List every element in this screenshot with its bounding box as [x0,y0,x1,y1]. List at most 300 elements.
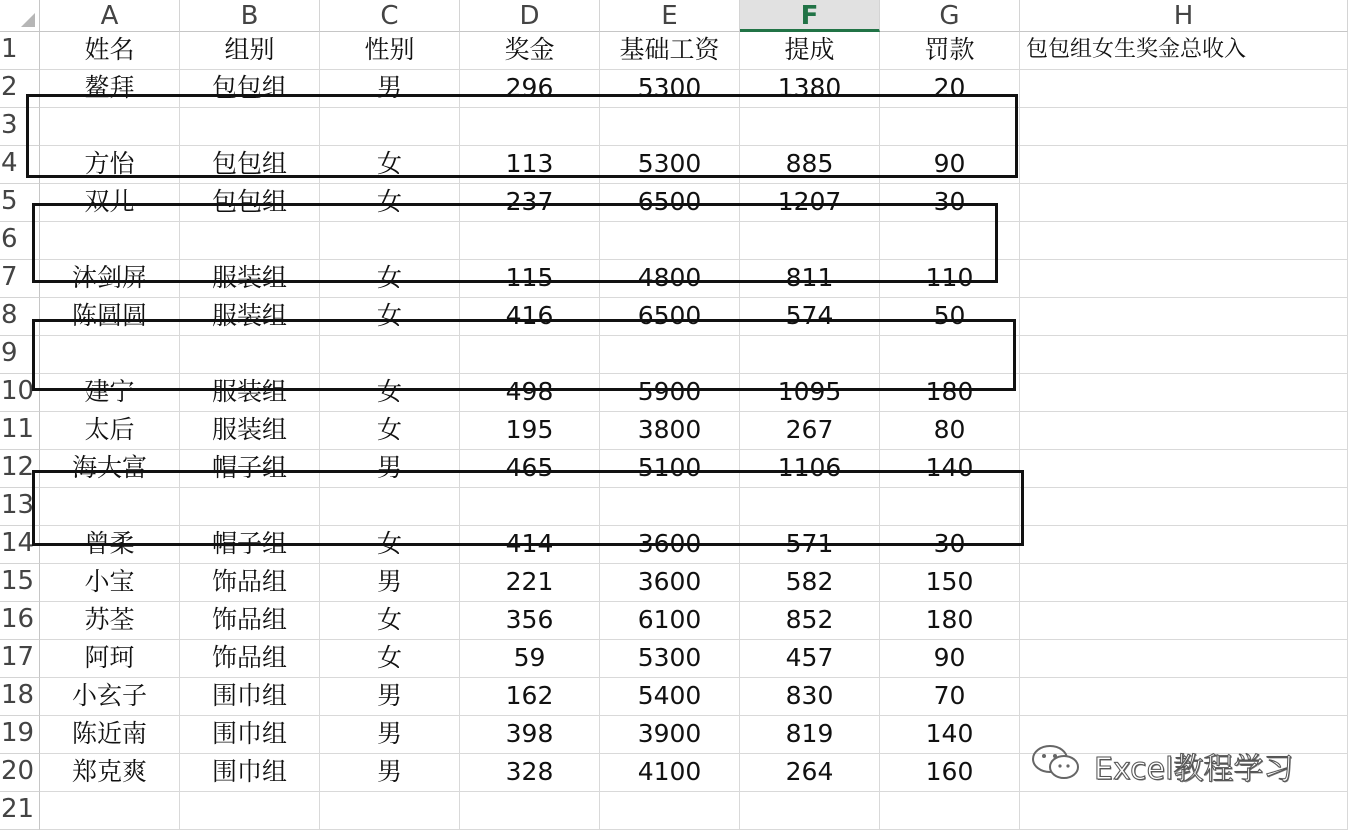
cell-f10[interactable] [740,374,880,412]
cell-e6[interactable] [600,222,740,260]
column-header-c[interactable]: C [320,0,460,32]
cell-value: 90 [933,149,966,178]
cell-value: 男 [376,453,402,482]
cell-value: 3800 [637,415,702,444]
cell-c11[interactable] [320,412,460,450]
cell-f11[interactable] [740,412,880,450]
cell-value: 498 [505,377,554,406]
cell-a12[interactable] [40,450,180,488]
cell-value: 180 [925,377,974,406]
cell-f21[interactable] [740,792,880,830]
cell-b12[interactable] [180,450,320,488]
cell-value: 男 [376,719,402,748]
cell-g3[interactable] [880,108,1020,146]
cell-c15[interactable] [320,564,460,602]
cell-g13[interactable] [880,488,1020,526]
cell-value: 180 [925,605,974,634]
cell-value: 5100 [637,453,702,482]
cell-f18[interactable] [740,678,880,716]
cell-d13[interactable] [460,488,600,526]
cell-value: 建宁 [84,377,135,406]
cell-value: 59 [513,643,546,672]
cell-c17[interactable] [320,640,460,678]
cell-g2[interactable] [880,70,1020,108]
cell-c20[interactable] [320,754,460,792]
cell-d15[interactable] [460,564,600,602]
cell-value: 饰品组 [211,605,287,634]
select-all-corner[interactable] [0,0,40,32]
cell-c6[interactable] [320,222,460,260]
cell-value: 50 [933,301,966,330]
cell-c10[interactable] [320,374,460,412]
cell-h5[interactable] [1020,184,1348,222]
cell-value: 237 [505,187,554,216]
column-header-f[interactable]: F [740,0,880,32]
cell-value: 30 [933,187,966,216]
column-header-d[interactable]: D [460,0,600,32]
cell-g9[interactable] [880,336,1020,374]
cell-value: 男 [376,757,402,786]
cell-d4[interactable] [460,146,600,184]
cell-d12[interactable] [460,450,600,488]
cell-value: 110 [925,263,974,292]
cell-value: 140 [925,719,974,748]
row-header-11[interactable]: 11 [0,412,40,450]
cell-value: 3600 [637,529,702,558]
cell-h17[interactable] [1020,640,1348,678]
cell-c19[interactable] [320,716,460,754]
cell-a5[interactable] [40,184,180,222]
cell-value: 组别 [224,35,275,64]
cell-a18[interactable] [40,678,180,716]
cell-value: 服装组 [211,301,287,330]
cell-value: 414 [505,529,554,558]
cell-value: 女 [376,377,402,406]
row-header-1[interactable]: 1 [0,32,40,70]
cell-h9[interactable] [1020,336,1348,374]
row-header-4[interactable]: 4 [0,146,40,184]
cell-f17[interactable] [740,640,880,678]
cell-f15[interactable] [740,564,880,602]
cell-f3[interactable] [740,108,880,146]
cell-g18[interactable] [880,678,1020,716]
cell-value: 男 [376,681,402,710]
cell-e2[interactable] [600,70,740,108]
cell-e17[interactable] [600,640,740,678]
row-header-6[interactable]: 6 [0,222,40,260]
cell-value: 女 [376,263,402,292]
cell-b11[interactable] [180,412,320,450]
cell-value: 围巾组 [211,757,287,786]
cell-a15[interactable] [40,564,180,602]
cell-value: 小宝 [84,567,135,596]
cell-b14[interactable] [180,526,320,564]
cell-h21[interactable] [1020,792,1348,830]
cell-b20[interactable] [180,754,320,792]
cell-value: 双儿 [84,187,135,216]
cell-value: 包包组 [211,149,287,178]
cell-f7[interactable] [740,260,880,298]
cell-c7[interactable] [320,260,460,298]
cell-value: 465 [505,453,554,482]
cell-value: 姓名 [84,35,135,64]
cell-c5[interactable] [320,184,460,222]
cell-value: 5900 [637,377,702,406]
cell-h8[interactable] [1020,298,1348,336]
cell-c9[interactable] [320,336,460,374]
cell-h4[interactable] [1020,146,1348,184]
cell-b21[interactable] [180,792,320,830]
cell-h14[interactable] [1020,526,1348,564]
cell-f2[interactable] [740,70,880,108]
row-header-2[interactable]: 2 [0,70,40,108]
cell-value: 30 [933,529,966,558]
cell-value: 140 [925,453,974,482]
watermark [1030,744,1293,788]
cell-h6[interactable] [1020,222,1348,260]
cell-d19[interactable] [460,716,600,754]
cell-value: 264 [785,757,834,786]
cell-value: 852 [785,605,834,634]
cell-value: 3900 [637,719,702,748]
cell-g7[interactable] [880,260,1020,298]
cell-f16[interactable] [740,602,880,640]
cell-a2[interactable] [40,70,180,108]
cell-d16[interactable] [460,602,600,640]
cell-g15[interactable] [880,564,1020,602]
cell-value: 80 [933,415,966,444]
cell-value: 6500 [637,187,702,216]
cell-value: 6500 [637,301,702,330]
cell-value: 819 [785,719,834,748]
cell-f14[interactable] [740,526,880,564]
cell-f19[interactable] [740,716,880,754]
column-header-g[interactable]: G [880,0,1020,32]
column-header-a[interactable]: A [40,0,180,32]
cell-d3[interactable] [460,108,600,146]
cell-value: 女 [376,605,402,634]
cell-value: 150 [925,567,974,596]
cell-e21[interactable] [600,792,740,830]
cell-value: 男 [376,73,402,102]
row-header-14[interactable]: 14 [0,526,40,564]
row-header-12[interactable]: 12 [0,450,40,488]
cell-b16[interactable] [180,602,320,640]
cell-f20[interactable] [740,754,880,792]
cell-f1[interactable] [740,32,880,70]
row-header-5[interactable]: 5 [0,184,40,222]
cell-b4[interactable] [180,146,320,184]
cell-a7[interactable] [40,260,180,298]
cell-value: 陈近南 [71,719,147,748]
cell-d8[interactable] [460,298,600,336]
cell-g19[interactable] [880,716,1020,754]
cell-b2[interactable] [180,70,320,108]
cell-c16[interactable] [320,602,460,640]
cell-g6[interactable] [880,222,1020,260]
cell-c13[interactable] [320,488,460,526]
cell-e11[interactable] [600,412,740,450]
cell-value: 398 [505,719,554,748]
row-header-15[interactable]: 15 [0,564,40,602]
cell-h7[interactable] [1020,260,1348,298]
cell-d2[interactable] [460,70,600,108]
cell-e9[interactable] [600,336,740,374]
cell-g16[interactable] [880,602,1020,640]
cell-f8[interactable] [740,298,880,336]
cell-e13[interactable] [600,488,740,526]
cell-value: 围巾组 [211,681,287,710]
cell-value: 115 [505,263,554,292]
cell-b9[interactable] [180,336,320,374]
cell-value: 性别 [364,35,415,64]
cell-a13[interactable] [40,488,180,526]
cell-value: 包包组女生奖金总收入 [1026,37,1247,62]
cell-g5[interactable] [880,184,1020,222]
cell-e16[interactable] [600,602,740,640]
wechat-icon [1030,742,1084,790]
cell-value: 女 [376,149,402,178]
cell-value: 郑克爽 [71,757,147,786]
cell-d14[interactable] [460,526,600,564]
cell-d5[interactable] [460,184,600,222]
cell-g4[interactable] [880,146,1020,184]
column-header-b[interactable]: B [180,0,320,32]
cell-d7[interactable] [460,260,600,298]
cell-value: 沐剑屏 [71,263,147,292]
cell-d9[interactable] [460,336,600,374]
cell-h3[interactable] [1020,108,1348,146]
cell-g1[interactable] [880,32,1020,70]
row-header-16[interactable]: 16 [0,602,40,640]
column-header-h[interactable]: H [1020,0,1348,32]
cell-h12[interactable] [1020,450,1348,488]
cell-f12[interactable] [740,450,880,488]
cell-h11[interactable] [1020,412,1348,450]
cell-a11[interactable] [40,412,180,450]
row-header-8[interactable]: 8 [0,298,40,336]
cell-h1[interactable] [1020,32,1348,70]
cell-e7[interactable] [600,260,740,298]
cell-a8[interactable] [40,298,180,336]
cell-b7[interactable] [180,260,320,298]
cell-e3[interactable] [600,108,740,146]
cell-value: 太后 [84,415,135,444]
cell-a21[interactable] [40,792,180,830]
cell-value: 416 [505,301,554,330]
cell-value: 罚款 [924,35,975,64]
cell-c12[interactable] [320,450,460,488]
cell-h10[interactable] [1020,374,1348,412]
cell-a14[interactable] [40,526,180,564]
cell-g17[interactable] [880,640,1020,678]
cell-value: 4800 [637,263,702,292]
cell-b3[interactable] [180,108,320,146]
cell-value: 女 [376,301,402,330]
cell-value: 20 [933,73,966,102]
cell-a1[interactable] [40,32,180,70]
cell-value: 5300 [637,149,702,178]
cell-a16[interactable] [40,602,180,640]
cell-value: 296 [505,73,554,102]
cell-value: 女 [376,529,402,558]
cell-h16[interactable] [1020,602,1348,640]
row-header-7[interactable]: 7 [0,260,40,298]
cell-d20[interactable] [460,754,600,792]
cell-c18[interactable] [320,678,460,716]
cell-h18[interactable] [1020,678,1348,716]
row-header-20[interactable]: 20 [0,754,40,792]
cell-e19[interactable] [600,716,740,754]
cell-f5[interactable] [740,184,880,222]
cell-value: 5400 [637,681,702,710]
cell-value: 811 [785,263,834,292]
cell-value: 服装组 [211,377,287,406]
cell-value: 服装组 [211,415,287,444]
cell-e4[interactable] [600,146,740,184]
cell-b1[interactable] [180,32,320,70]
cell-e14[interactable] [600,526,740,564]
cell-value: 包包组 [211,187,287,216]
cell-value: 582 [785,567,834,596]
cell-b5[interactable] [180,184,320,222]
cell-value: 5300 [637,643,702,672]
cell-value: 女 [376,643,402,672]
cell-value: 1207 [777,187,842,216]
row-header-17[interactable]: 17 [0,640,40,678]
cell-value: 885 [785,149,834,178]
cell-b10[interactable] [180,374,320,412]
row-header-10[interactable]: 10 [0,374,40,412]
cell-g11[interactable] [880,412,1020,450]
cell-value: 饰品组 [211,643,287,672]
cell-g12[interactable] [880,450,1020,488]
cell-value: 195 [505,415,554,444]
cell-value: 1106 [777,453,842,482]
cell-b6[interactable] [180,222,320,260]
cell-e15[interactable] [600,564,740,602]
cell-g8[interactable] [880,298,1020,336]
cell-a6[interactable] [40,222,180,260]
cell-value: 阿珂 [84,643,135,672]
cell-g10[interactable] [880,374,1020,412]
cell-h2[interactable] [1020,70,1348,108]
cell-value: 162 [505,681,554,710]
cell-d6[interactable] [460,222,600,260]
cell-d17[interactable] [460,640,600,678]
cell-e12[interactable] [600,450,740,488]
cell-b18[interactable] [180,678,320,716]
cell-b19[interactable] [180,716,320,754]
cell-f6[interactable] [740,222,880,260]
cell-a4[interactable] [40,146,180,184]
cell-value: 356 [505,605,554,634]
cell-a3[interactable] [40,108,180,146]
cell-value: 6100 [637,605,702,634]
cell-value: 160 [925,757,974,786]
cell-value: 5300 [637,73,702,102]
cell-f13[interactable] [740,488,880,526]
column-header-e[interactable]: E [600,0,740,32]
cell-value: 113 [505,149,554,178]
cell-c4[interactable] [320,146,460,184]
row-header-18[interactable]: 18 [0,678,40,716]
cell-value: 包包组 [211,73,287,102]
cell-value: 574 [785,301,834,330]
cell-d10[interactable] [460,374,600,412]
cell-c3[interactable] [320,108,460,146]
cell-value: 方怡 [84,149,135,178]
row-header-19[interactable]: 19 [0,716,40,754]
cell-value: 90 [933,643,966,672]
cell-h15[interactable] [1020,564,1348,602]
cell-b8[interactable] [180,298,320,336]
cell-e8[interactable] [600,298,740,336]
cell-e18[interactable] [600,678,740,716]
cell-c8[interactable] [320,298,460,336]
cell-value: 小玄子 [71,681,147,710]
cell-b17[interactable] [180,640,320,678]
cell-c2[interactable] [320,70,460,108]
cell-value: 女 [376,187,402,216]
cell-a10[interactable] [40,374,180,412]
cell-a17[interactable] [40,640,180,678]
cell-value: 571 [785,529,834,558]
cell-value: 267 [785,415,834,444]
cell-c1[interactable] [320,32,460,70]
cell-e20[interactable] [600,754,740,792]
cell-d21[interactable] [460,792,600,830]
cell-h13[interactable] [1020,488,1348,526]
cell-c21[interactable] [320,792,460,830]
cell-g20[interactable] [880,754,1020,792]
cell-e1[interactable] [600,32,740,70]
cell-value: 帽子组 [211,529,287,558]
cell-value: 830 [785,681,834,710]
cell-b13[interactable] [180,488,320,526]
cell-d18[interactable] [460,678,600,716]
row-header-3[interactable]: 3 [0,108,40,146]
cell-value: 曾柔 [84,529,135,558]
cell-f9[interactable] [740,336,880,374]
cell-value: 苏荃 [84,605,135,634]
cell-value: 服装组 [211,263,287,292]
cell-d1[interactable] [460,32,600,70]
cell-value: 陈圆圆 [71,301,147,330]
watermark-text: Excel教程学习 [1094,752,1294,787]
cell-g14[interactable] [880,526,1020,564]
row-header-21[interactable]: 21 [0,792,40,830]
row-header-13[interactable]: 13 [0,488,40,526]
cell-a9[interactable] [40,336,180,374]
cell-a19[interactable] [40,716,180,754]
cell-d11[interactable] [460,412,600,450]
cell-value: 3600 [637,567,702,596]
row-header-9[interactable]: 9 [0,336,40,374]
cell-value: 1380 [777,73,842,102]
cell-e5[interactable] [600,184,740,222]
cell-b15[interactable] [180,564,320,602]
cell-value: 457 [785,643,834,672]
cell-g21[interactable] [880,792,1020,830]
cell-e10[interactable] [600,374,740,412]
cell-a20[interactable] [40,754,180,792]
cell-c14[interactable] [320,526,460,564]
cell-value: 女 [376,415,402,444]
cell-f4[interactable] [740,146,880,184]
cell-value: 帽子组 [211,453,287,482]
cell-value: 奖金 [504,35,555,64]
